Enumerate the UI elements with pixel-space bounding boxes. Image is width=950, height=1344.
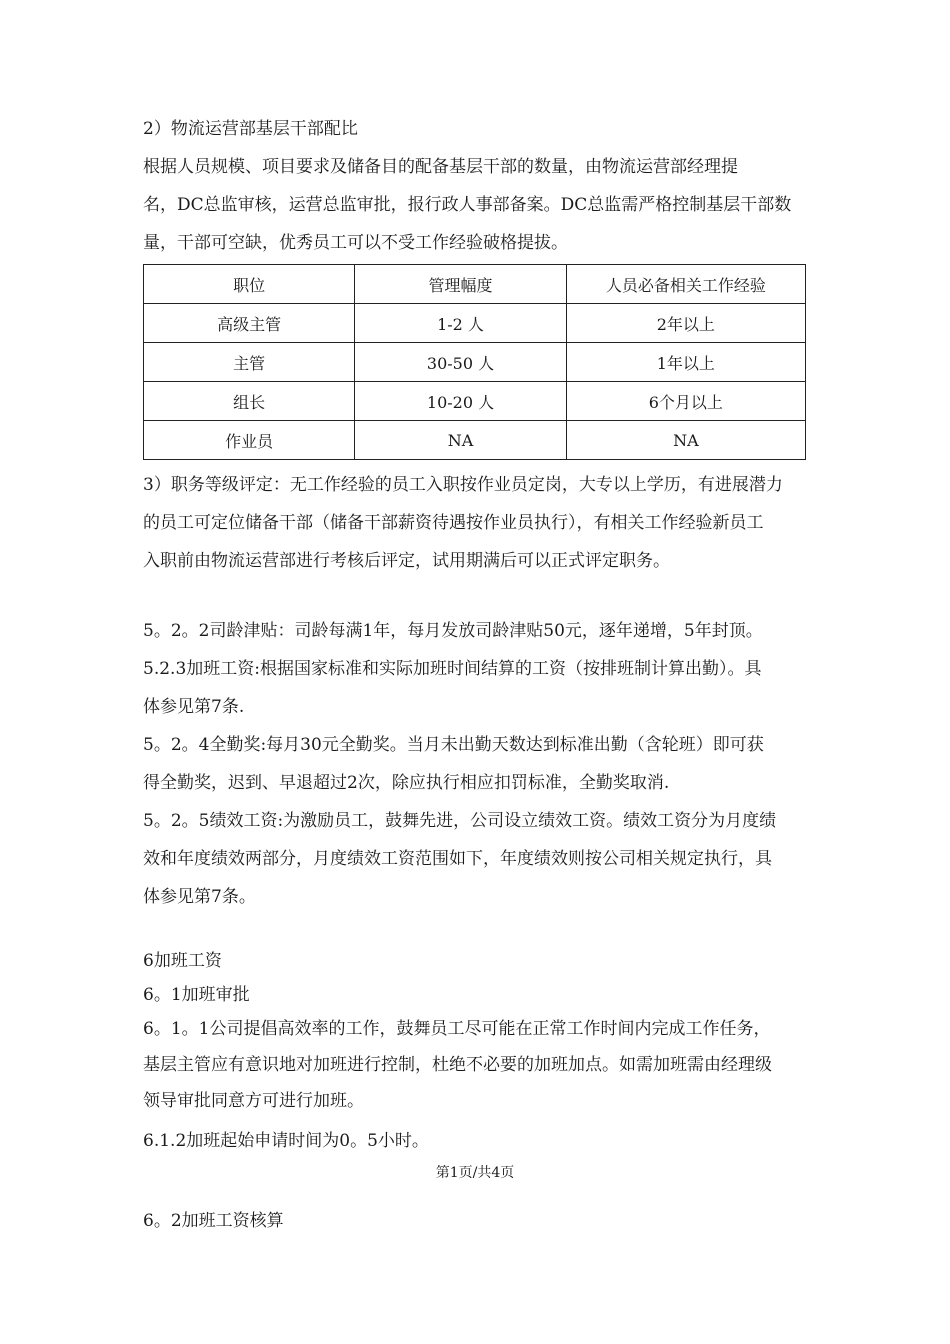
table-cell: 高级主管 (144, 304, 355, 343)
paragraph-line: 根据人员规模、项目要求及储备目的配备基层干部的数量，由物流运营部经理提 (143, 157, 738, 177)
clause-5-2-5-line: 5。2。5绩效工资:为激励员工，鼓舞先进，公司设立绩效工资。绩效工资分为月度绩 (143, 811, 777, 831)
clause-5-2-5-line: 效和年度绩效两部分，月度绩效工资范围如下，年度绩效则按公司相关规定执行，具 (143, 849, 772, 869)
paragraph-line: 3）职务等级评定：无工作经验的员工入职按作业员定岗，大专以上学历，有进展潜力 (143, 475, 783, 495)
clause-5-2-5-line: 体参见第7条。 (143, 887, 256, 907)
table-header-cell: 管理幅度 (355, 265, 566, 304)
table-row (144, 304, 806, 343)
section-6-heading: 6加班工资 (143, 951, 222, 971)
page-number-footer: 第1页/共4页 (435, 1165, 515, 1181)
table-header-row (144, 265, 806, 304)
clause-5-2-2: 5。2。2司龄津贴：司龄每满1年，每月发放司龄津贴50元，逐年递增，5年封顶。 (143, 621, 763, 641)
table-header-cell: 职位 (144, 265, 355, 304)
paragraph-line: 入职前由物流运营部进行考核后评定，试用期满后可以正式评定职务。 (143, 551, 670, 571)
paragraph-line: 量，干部可空缺，优秀员工可以不受工作经验破格提拔。 (143, 233, 568, 253)
table-cell: 1年以上 (566, 343, 805, 382)
clause-6-1-1-line: 领导审批同意方可进行加班。 (143, 1091, 364, 1111)
clause-5-2-4-line: 5。2。4全勤奖:每月30元全勤奖。当月未出勤天数达到标准出勤（含轮班）即可获 (143, 735, 764, 755)
clause-5-2-3-line: 体参见第7条. (143, 697, 245, 717)
table-cell: 10-20 人 (355, 382, 566, 421)
table-cell: 6个月以上 (566, 382, 805, 421)
table-cell: 30-50 人 (355, 343, 566, 382)
section-6-2-heading: 6。2加班工资核算 (143, 1211, 284, 1231)
clause-6-1-1-line: 6。1。1公司提倡高效率的工作，鼓舞员工尽可能在正常工作时间内完成工作任务， (143, 1019, 771, 1039)
table-cell: 组长 (144, 382, 355, 421)
table-cell: 作业员 (144, 421, 355, 460)
table-cell: NA (566, 421, 805, 460)
clause-5-2-4-line: 得全勤奖，迟到、早退超过2次，除应执行相应扣罚标准，全勤奖取消. (143, 773, 670, 793)
table-row (144, 382, 806, 421)
table-cell: NA (355, 421, 566, 460)
section-2-heading: 2）物流运营部基层干部配比 (143, 119, 358, 139)
table-cell: 主管 (144, 343, 355, 382)
paragraph-line: 的员工可定位储备干部（储备干部薪资待遇按作业员执行），有相关工作经验新员工 (143, 513, 764, 533)
staffing-ratio-table (143, 264, 806, 460)
table-cell: 1-2 人 (355, 304, 566, 343)
table-cell: 2年以上 (566, 304, 805, 343)
table-header-cell: 人员必备相关工作经验 (566, 265, 805, 304)
table-row (144, 421, 806, 460)
clause-6-1-2: 6.1.2加班起始申请时间为0。5小时。 (143, 1131, 429, 1151)
paragraph-line: 名，DC总监审核，运营总监审批，报行政人事部备案。DC总监需严格控制基层干部数 (143, 195, 792, 215)
table-row (144, 343, 806, 382)
clause-6-1-1-line: 基层主管应有意识地对加班进行控制，杜绝不必要的加班加点。如需加班需由经理级 (143, 1055, 772, 1075)
section-6-1-heading: 6。1加班审批 (143, 985, 250, 1005)
clause-5-2-3-line: 5.2.3加班工资:根据国家标准和实际加班时间结算的工资（按排班制计算出勤）。具 (143, 659, 762, 679)
